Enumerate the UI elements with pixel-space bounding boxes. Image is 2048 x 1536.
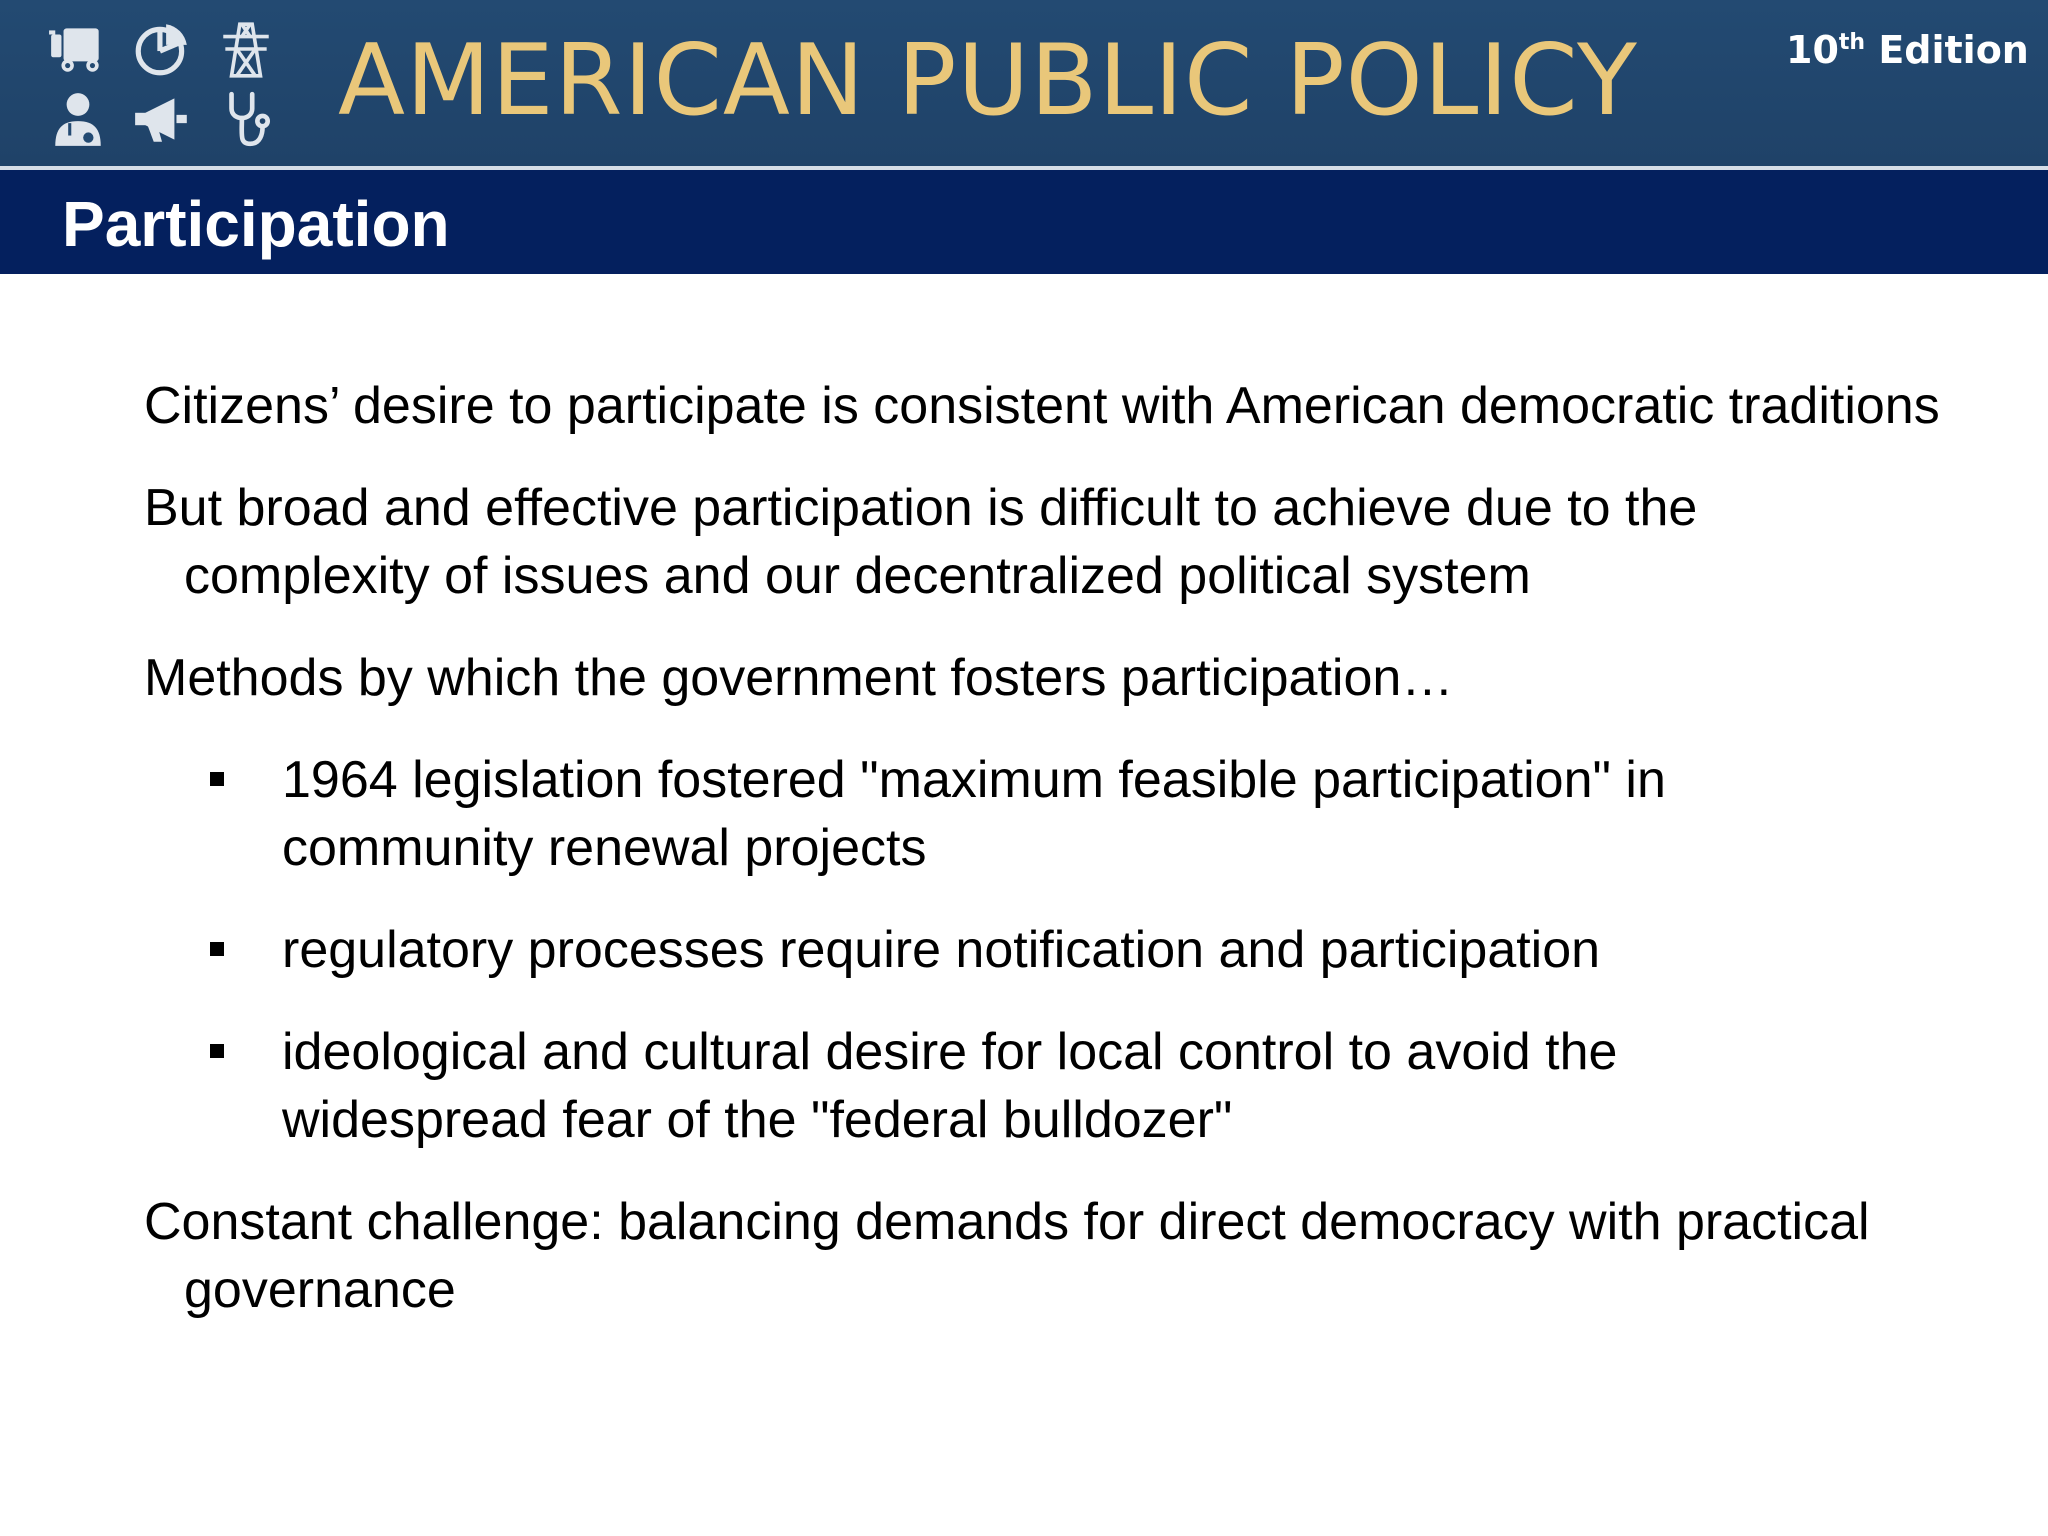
edition-number: 10 — [1786, 28, 1839, 72]
sub-point-regulatory-processes — [282, 916, 1944, 984]
section-bar — [0, 170, 2048, 274]
brand-title: AMERICAN PUBLIC POLICY — [338, 24, 1638, 138]
sub-point-text: 1964 legislation fostered "maximum feasible participation" in community renewal projects — [282, 751, 1666, 877]
header-banner — [0, 0, 2048, 166]
sub-point-text: regulatory processes require notification and participation — [282, 921, 1601, 979]
edition-word: Edition — [1878, 28, 2029, 72]
sub-point-1964-legislation — [282, 746, 1944, 882]
edition-suffix: th — [1838, 30, 1866, 55]
square-bullet-icon — [210, 772, 224, 786]
topic-icons — [36, 14, 288, 154]
point-constant-challenge: Constant challenge: balancing demands for direct democracy with practical governance — [144, 1193, 1870, 1319]
truck-icon — [36, 14, 120, 84]
megaphone-icon — [120, 84, 204, 154]
square-bullet-icon — [210, 1044, 224, 1058]
point-participation-tradition: Citizens’ desire to participate is consistent with American democratic traditions — [144, 377, 1940, 435]
edition-label — [1786, 28, 2029, 72]
stethoscope-icon — [204, 84, 288, 154]
doctor-icon — [36, 84, 120, 154]
square-bullet-icon — [210, 942, 224, 956]
pie-chart-icon — [120, 14, 204, 84]
power-tower-icon — [204, 14, 288, 84]
sub-point-local-control — [282, 1018, 1944, 1154]
slide-content — [144, 372, 1944, 1358]
point-participation-difficulty: But broad and effective participation is difficult to achieve due to the complexity of issues and our decentralized political system — [144, 479, 1698, 605]
slide-title: Participation — [62, 188, 450, 260]
point-methods: Methods by which the government fosters participation… — [144, 649, 1454, 707]
sub-point-text: ideological and cultural desire for local control to avoid the widespread fear of the "federal bulldozer" — [282, 1023, 1618, 1149]
